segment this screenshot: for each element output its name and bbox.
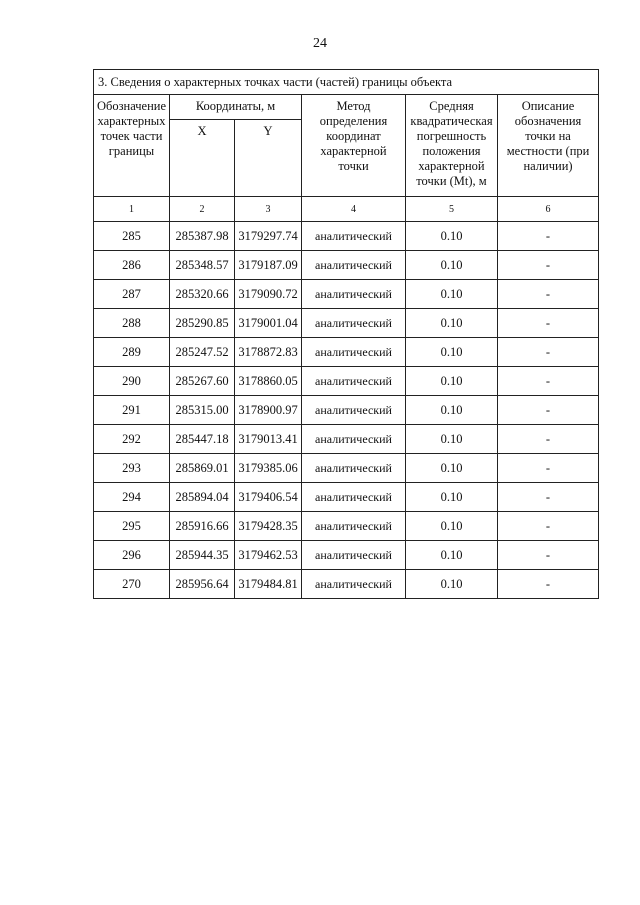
table-row	[94, 541, 599, 570]
description-cell: -	[498, 280, 599, 309]
error-cell: 0.10	[406, 251, 498, 280]
point-cell: 270	[94, 570, 170, 599]
y-coordinate-cell: 3179013.41	[235, 425, 302, 454]
table-row	[94, 483, 599, 512]
y-coordinate-cell: 3178900.97	[235, 396, 302, 425]
error-cell: 0.10	[406, 570, 498, 599]
x-coordinate-cell: 285290.85	[170, 309, 235, 338]
point-cell: 290	[94, 367, 170, 396]
y-coordinate-cell: 3179462.53	[235, 541, 302, 570]
header-description: Описание обозначения точки на местности (при наличии)	[498, 95, 599, 197]
header-y: Y	[235, 120, 302, 197]
point-cell: 296	[94, 541, 170, 570]
y-coordinate-cell: 3178872.83	[235, 338, 302, 367]
description-cell: -	[498, 396, 599, 425]
x-coordinate-cell: 285956.64	[170, 570, 235, 599]
x-coordinate-cell: 285348.57	[170, 251, 235, 280]
method-cell: аналитический	[302, 396, 406, 425]
error-cell: 0.10	[406, 338, 498, 367]
y-coordinate-cell: 3179090.72	[235, 280, 302, 309]
header-x: X	[170, 120, 235, 197]
error-cell: 0.10	[406, 454, 498, 483]
description-cell: -	[498, 512, 599, 541]
column-number: 1	[94, 197, 170, 222]
x-coordinate-cell: 285916.66	[170, 512, 235, 541]
point-cell: 289	[94, 338, 170, 367]
point-cell: 292	[94, 425, 170, 454]
y-coordinate-cell: 3179484.81	[235, 570, 302, 599]
error-cell: 0.10	[406, 222, 498, 251]
x-coordinate-cell: 285447.18	[170, 425, 235, 454]
description-cell: -	[498, 483, 599, 512]
y-coordinate-cell: 3178860.05	[235, 367, 302, 396]
method-cell: аналитический	[302, 570, 406, 599]
y-coordinate-cell: 3179187.09	[235, 251, 302, 280]
error-cell: 0.10	[406, 367, 498, 396]
method-cell: аналитический	[302, 280, 406, 309]
x-coordinate-cell: 285944.35	[170, 541, 235, 570]
header-method: Метод определения координат характерной точки	[302, 95, 406, 197]
table-row	[94, 251, 599, 280]
section-title: 3. Сведения о характерных точках части (частей) границы объекта	[94, 70, 599, 95]
column-number: 6	[498, 197, 599, 222]
point-cell: 288	[94, 309, 170, 338]
method-cell: аналитический	[302, 454, 406, 483]
column-number: 4	[302, 197, 406, 222]
error-cell: 0.10	[406, 309, 498, 338]
error-cell: 0.10	[406, 396, 498, 425]
error-cell: 0.10	[406, 483, 498, 512]
table-row	[94, 309, 599, 338]
error-cell: 0.10	[406, 280, 498, 309]
table-row	[94, 222, 599, 251]
x-coordinate-cell: 285387.98	[170, 222, 235, 251]
table-row	[94, 512, 599, 541]
method-cell: аналитический	[302, 338, 406, 367]
table-row	[94, 425, 599, 454]
description-cell: -	[498, 541, 599, 570]
description-cell: -	[498, 309, 599, 338]
y-coordinate-cell: 3179428.35	[235, 512, 302, 541]
page-number: 24	[313, 36, 327, 51]
table-row	[94, 280, 599, 309]
point-cell: 291	[94, 396, 170, 425]
y-coordinate-cell: 3179001.04	[235, 309, 302, 338]
table-row	[94, 570, 599, 599]
method-cell: аналитический	[302, 251, 406, 280]
x-coordinate-cell: 285894.04	[170, 483, 235, 512]
point-cell: 286	[94, 251, 170, 280]
error-cell: 0.10	[406, 512, 498, 541]
x-coordinate-cell: 285247.52	[170, 338, 235, 367]
column-number: 3	[235, 197, 302, 222]
error-cell: 0.10	[406, 425, 498, 454]
method-cell: аналитический	[302, 222, 406, 251]
header-point-designation: Обозначение характерных точек части границы	[94, 95, 170, 197]
y-coordinate-cell: 3179385.06	[235, 454, 302, 483]
description-cell: -	[498, 367, 599, 396]
description-cell: -	[498, 454, 599, 483]
table-row	[94, 396, 599, 425]
header-error: Средняя квадратическая погрешность положения характерной точки (Mt), м	[406, 95, 498, 197]
y-coordinate-cell: 3179297.74	[235, 222, 302, 251]
boundary-points-table	[93, 69, 599, 599]
x-coordinate-cell: 285869.01	[170, 454, 235, 483]
point-cell: 294	[94, 483, 170, 512]
method-cell: аналитический	[302, 541, 406, 570]
point-cell: 287	[94, 280, 170, 309]
x-coordinate-cell: 285320.66	[170, 280, 235, 309]
description-cell: -	[498, 251, 599, 280]
description-cell: -	[498, 570, 599, 599]
column-number: 5	[406, 197, 498, 222]
x-coordinate-cell: 285315.00	[170, 396, 235, 425]
method-cell: аналитический	[302, 309, 406, 338]
point-cell: 285	[94, 222, 170, 251]
method-cell: аналитический	[302, 425, 406, 454]
point-cell: 295	[94, 512, 170, 541]
description-cell: -	[498, 338, 599, 367]
table-row	[94, 338, 599, 367]
column-number: 2	[170, 197, 235, 222]
x-coordinate-cell: 285267.60	[170, 367, 235, 396]
method-cell: аналитический	[302, 367, 406, 396]
table-row	[94, 454, 599, 483]
description-cell: -	[498, 425, 599, 454]
header-coordinates: Координаты, м	[170, 95, 302, 120]
table-row	[94, 367, 599, 396]
column-numbers-row	[94, 197, 599, 222]
point-cell: 293	[94, 454, 170, 483]
description-cell: -	[498, 222, 599, 251]
error-cell: 0.10	[406, 541, 498, 570]
method-cell: аналитический	[302, 483, 406, 512]
y-coordinate-cell: 3179406.54	[235, 483, 302, 512]
method-cell: аналитический	[302, 512, 406, 541]
